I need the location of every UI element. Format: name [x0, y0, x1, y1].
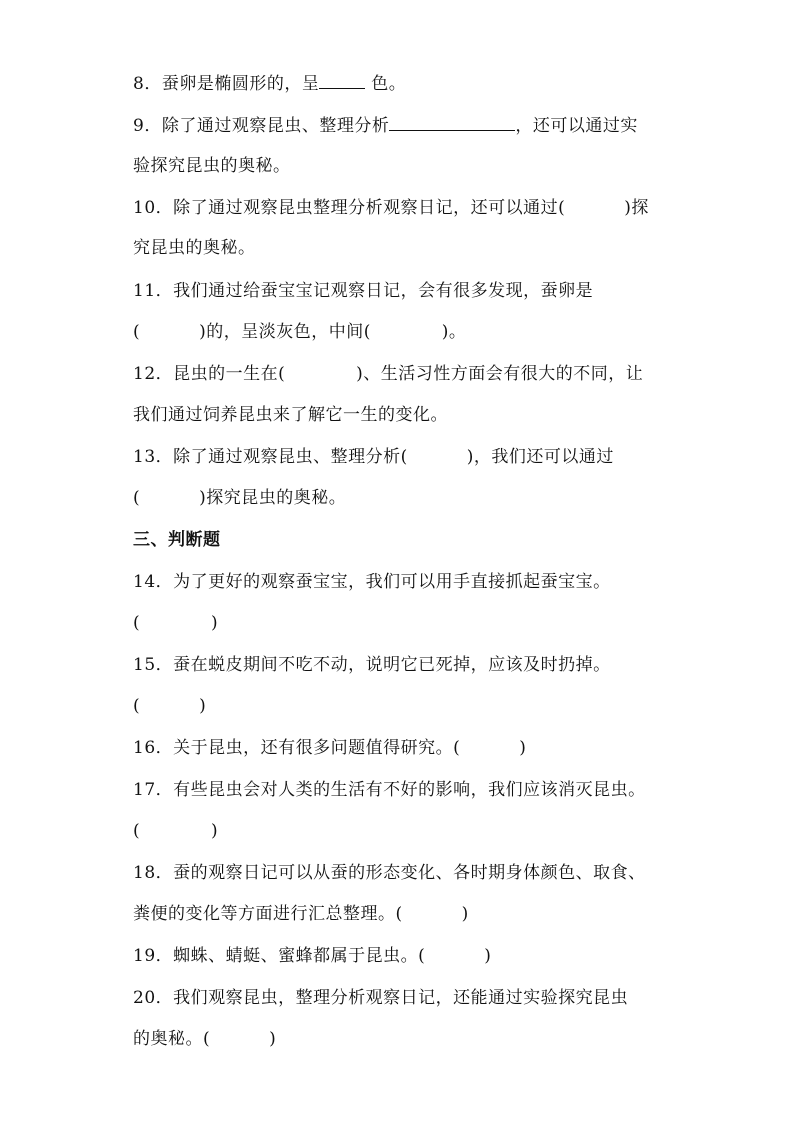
- question-text: 9．除了通过观察昆虫、整理分析: [133, 116, 390, 136]
- question-9-line-1: [133, 114, 638, 138]
- question-12-line-1: 12．昆虫的一生在( )、生活习性方面会有很大的不同，让: [133, 364, 644, 384]
- question-10-line-1: 10．除了通过观察昆虫整理分析观察日记，还可以通过( )探: [133, 198, 649, 218]
- question-text: ，还可以通过实: [515, 116, 638, 136]
- question-10-line-2: 究昆虫的奥秘。: [133, 238, 256, 258]
- question-17-line-1: 17．有些昆虫会对人类的生活有不好的影响，我们应该消灭昆虫。: [133, 780, 646, 800]
- question-11-line-1: 11．我们通过给蚕宝宝记观察日记，会有很多发现，蚕卵是: [133, 281, 594, 301]
- question-11-line-2: ( )的，呈淡灰色，中间( )。: [133, 322, 467, 342]
- question-20-line-1: 20．我们观察昆虫，整理分析观察日记，还能通过实验探究昆虫: [133, 988, 629, 1008]
- question-9-line-2: 验探究昆虫的奥秘。: [133, 156, 291, 176]
- answer-blank[interactable]: [389, 114, 515, 131]
- question-8-line-1: [133, 72, 406, 96]
- question-15-answer[interactable]: ( ): [133, 696, 207, 716]
- question-text: 色。: [365, 74, 407, 94]
- section-title: 三、判断题: [133, 530, 221, 550]
- question-19-line-1[interactable]: 19．蜘蛛、蜻蜓、蜜蜂都属于昆虫。( ): [133, 946, 492, 966]
- question-13-line-1: 13．除了通过观察昆虫、整理分析( )，我们还可以通过: [133, 447, 614, 467]
- question-12-line-2: 我们通过饲养昆虫来了解它一生的变化。: [133, 405, 448, 425]
- question-text: 8．蚕卵是椭圆形的，呈: [133, 74, 320, 94]
- question-20-line-2[interactable]: 的奥秘。( ): [133, 1029, 277, 1049]
- answer-blank[interactable]: [319, 72, 365, 89]
- question-16-line-1[interactable]: 16．关于昆虫，还有很多问题值得研究。( ): [133, 738, 527, 758]
- question-18-line-1: 18．蚕的观察日记可以从蚕的形态变化、各时期身体颜色、取食、: [133, 863, 646, 883]
- question-14-answer[interactable]: ( ): [133, 613, 219, 633]
- question-15-line-1: 15．蚕在蜕皮期间不吃不动，说明它已死掉，应该及时扔掉。: [133, 655, 611, 675]
- question-13-line-2: ( )探究昆虫的奥秘。: [133, 488, 347, 508]
- question-14-line-1: 14．为了更好的观察蚕宝宝，我们可以用手直接抓起蚕宝宝。: [133, 572, 611, 592]
- question-18-line-2[interactable]: 粪便的变化等方面进行汇总整理。( ): [133, 904, 469, 924]
- question-17-answer[interactable]: ( ): [133, 821, 219, 841]
